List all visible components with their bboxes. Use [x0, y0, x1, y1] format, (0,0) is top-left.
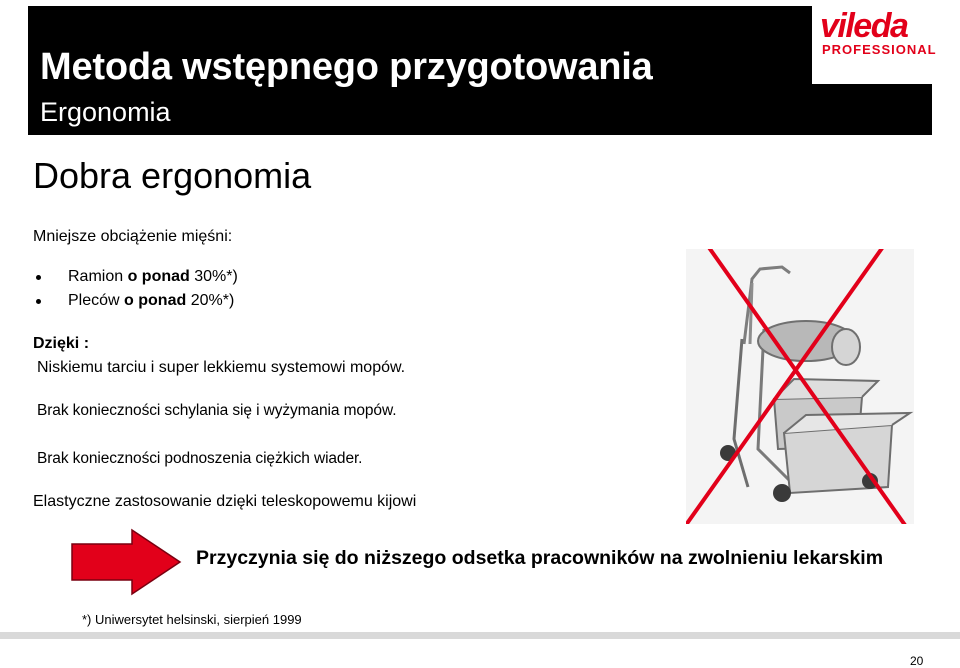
bullet-item-part2: o ponad [124, 292, 191, 309]
section-heading: Dobra ergonomia [33, 155, 312, 196]
bullet-icon [36, 275, 41, 280]
bullet-icon [36, 299, 41, 304]
thanks-label: Dzięki : [33, 335, 90, 352]
telescopic-text: Elastyczne zastosowanie dzięki teleskopowemu kijowi [33, 493, 417, 510]
footnote: *) Uniwersytet helsinski, sierpień 1999 [82, 612, 302, 627]
slide-subtitle: Ergonomia [40, 97, 171, 127]
bullet-item-part2: o ponad [127, 268, 195, 285]
page-number: 20 [910, 654, 924, 668]
footer-divider [0, 632, 960, 639]
bullet-item-part3: 20%*) [190, 292, 235, 309]
trolley-image [686, 249, 914, 524]
arrow-right-icon [70, 528, 182, 596]
bullet-item-part3: 30%*) [194, 268, 238, 285]
thanks-line: Brak konieczności schylania się i wyżymania mopów. [37, 402, 397, 419]
slide-title: Metoda wstępnego przygotowania [40, 46, 653, 88]
bullet-item [68, 291, 234, 311]
conclusion-text: Przyczynia się do niższego odsetka pracowników na zwolnieniu lekarskim [196, 547, 884, 569]
thanks-line: Niskiemu tarciu i super lekkiemu systemowi mopów. [37, 359, 406, 376]
bullet-item-part1: Ramion [68, 268, 128, 285]
vileda-logo-tagline: PROFESSIONAL [822, 42, 937, 57]
bullet-item-part1: Pleców [68, 292, 125, 309]
vileda-logo: vileda [820, 7, 908, 45]
thanks-line: Brak konieczności podnoszenia ciężkich wiader. [37, 450, 363, 467]
intro-text: Mniejsze obciążenie mięśni: [33, 228, 233, 245]
bullet-item [68, 267, 238, 287]
